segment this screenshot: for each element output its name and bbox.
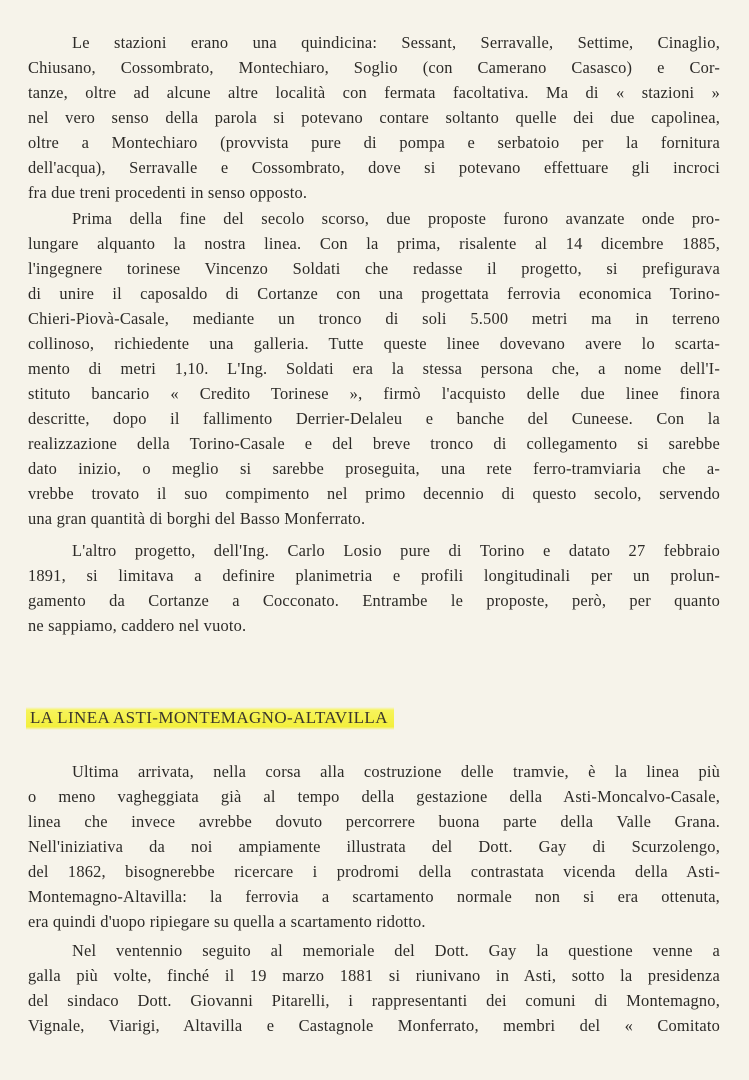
paragraph-stations <box>28 30 720 205</box>
section-heading-highlighted: LA LINEA ASTI-MONTEMAGNO-ALTAVILLA <box>26 707 394 730</box>
text-line: stituto bancario « Credito Torinese », firmò l'acquisto delle due linee finora <box>28 384 720 403</box>
text-line: Nel ventennio seguito al memoriale del Dott. Gay la questione venne a <box>72 941 720 960</box>
paragraph-losio-project <box>28 538 720 638</box>
text-line: o meno vagheggiata già al tempo della gestazione della Asti-Moncalvo-Casale, <box>28 787 720 806</box>
text-line: descritte, dopo il fallimento Derrier-Delaleu e banche del Cuneese. Con la <box>28 409 720 428</box>
text-line: nel vero senso della parola si potevano contare soltanto quelle dei due capolinea, <box>28 108 720 127</box>
text-line: tanze, oltre ad alcune altre località con fermata facoltativa. Ma di « stazioni » <box>28 83 720 102</box>
text-line: lungare alquanto la nostra linea. Con la prima, risalente al 14 dicembre 1885, <box>28 234 720 253</box>
text-line: mento di metri 1,10. L'Ing. Soldati era la stessa persona che, a nome dell'I- <box>28 359 720 378</box>
paragraph-proposals <box>28 206 720 531</box>
text-line: oltre a Montechiaro (provvista pure di pompa e serbatoio per la fornitura <box>28 133 720 152</box>
text-line: del sindaco Dott. Giovanni Pitarelli, i rappresentanti dei comuni di Montemagno, <box>28 991 720 1010</box>
text-line: ne sappiamo, caddero nel vuoto. <box>28 616 247 635</box>
text-line: Le stazioni erano una quindicina: Sessant, Serravalle, Settime, Cinaglio, <box>72 33 720 52</box>
text-line: Chieri-Piovà-Casale, mediante un tronco di soli 5.500 metri ma in terreno <box>28 309 720 328</box>
paragraph-last-line <box>28 759 720 934</box>
text-line: vrebbe trovato il suo compimento nel primo decennio di questo secolo, servendo <box>28 484 720 503</box>
text-line: Montemagno-Altavilla: la ferrovia a scartamento normale non si era ottenuta, <box>28 887 720 906</box>
text-line: realizzazione della Torino-Casale e del breve tronco di collegamento si sarebbe <box>28 434 720 453</box>
text-line: linea che invece avrebbe dovuto percorrere buona parte della Valle Grana. <box>28 812 720 831</box>
text-line: Vignale, Viarigi, Altavilla e Castagnole Monferrato, membri del « Comitato <box>28 1016 720 1035</box>
text-line: Prima della fine del secolo scorso, due proposte furono avanzate onde pro- <box>72 209 720 228</box>
text-line: Nell'iniziativa da noi ampiamente illustrata del Dott. Gay di Scurzolengo, <box>28 837 720 856</box>
text-line: 1891, si limitava a definire planimetria e profili longitudinali per un prolun- <box>28 566 720 585</box>
text-line: L'altro progetto, dell'Ing. Carlo Losio pure di Torino e datato 27 febbraio <box>72 541 720 560</box>
text-line: fra due treni procedenti in senso opposto. <box>28 183 308 202</box>
text-line: Chiusano, Cossombrato, Montechiaro, Soglio (con Camerano Casasco) e Cor- <box>28 58 720 77</box>
text-line: una gran quantità di borghi del Basso Monferrato. <box>28 509 366 528</box>
text-line: galla più volte, finché il 19 marzo 1881 si riunivano in Asti, sotto la presidenza <box>28 966 720 985</box>
text-line: dell'acqua), Serravalle e Cossombrato, dove si potevano effettuare gli incroci <box>28 158 720 177</box>
text-line: era quindi d'uopo ripiegare su quella a scartamento ridotto. <box>28 912 426 931</box>
text-line: dato inizio, o meglio si sarebbe proseguita, una rete ferro-tramviaria che a- <box>28 459 720 478</box>
text-line: l'ingegnere torinese Vincenzo Soldati che redasse il progetto, si prefigurava <box>28 259 720 278</box>
text-line: Ultima arrivata, nella corsa alla costruzione delle tramvie, è la linea più <box>72 762 720 781</box>
text-line: collinoso, richiedente una galleria. Tutte queste linee dovevano avere lo scarta- <box>28 334 720 353</box>
paragraph-committee <box>28 938 720 1038</box>
text-line: del 1862, bisognerebbe ricercare i prodromi della contrastata vicenda della Asti- <box>28 862 720 881</box>
text-line: di unire il caposaldo di Cortanze con una progettata ferrovia economica Torino- <box>28 284 720 303</box>
text-line: gamento da Cortanze a Cocconato. Entrambe le proposte, però, per quanto <box>28 591 720 610</box>
